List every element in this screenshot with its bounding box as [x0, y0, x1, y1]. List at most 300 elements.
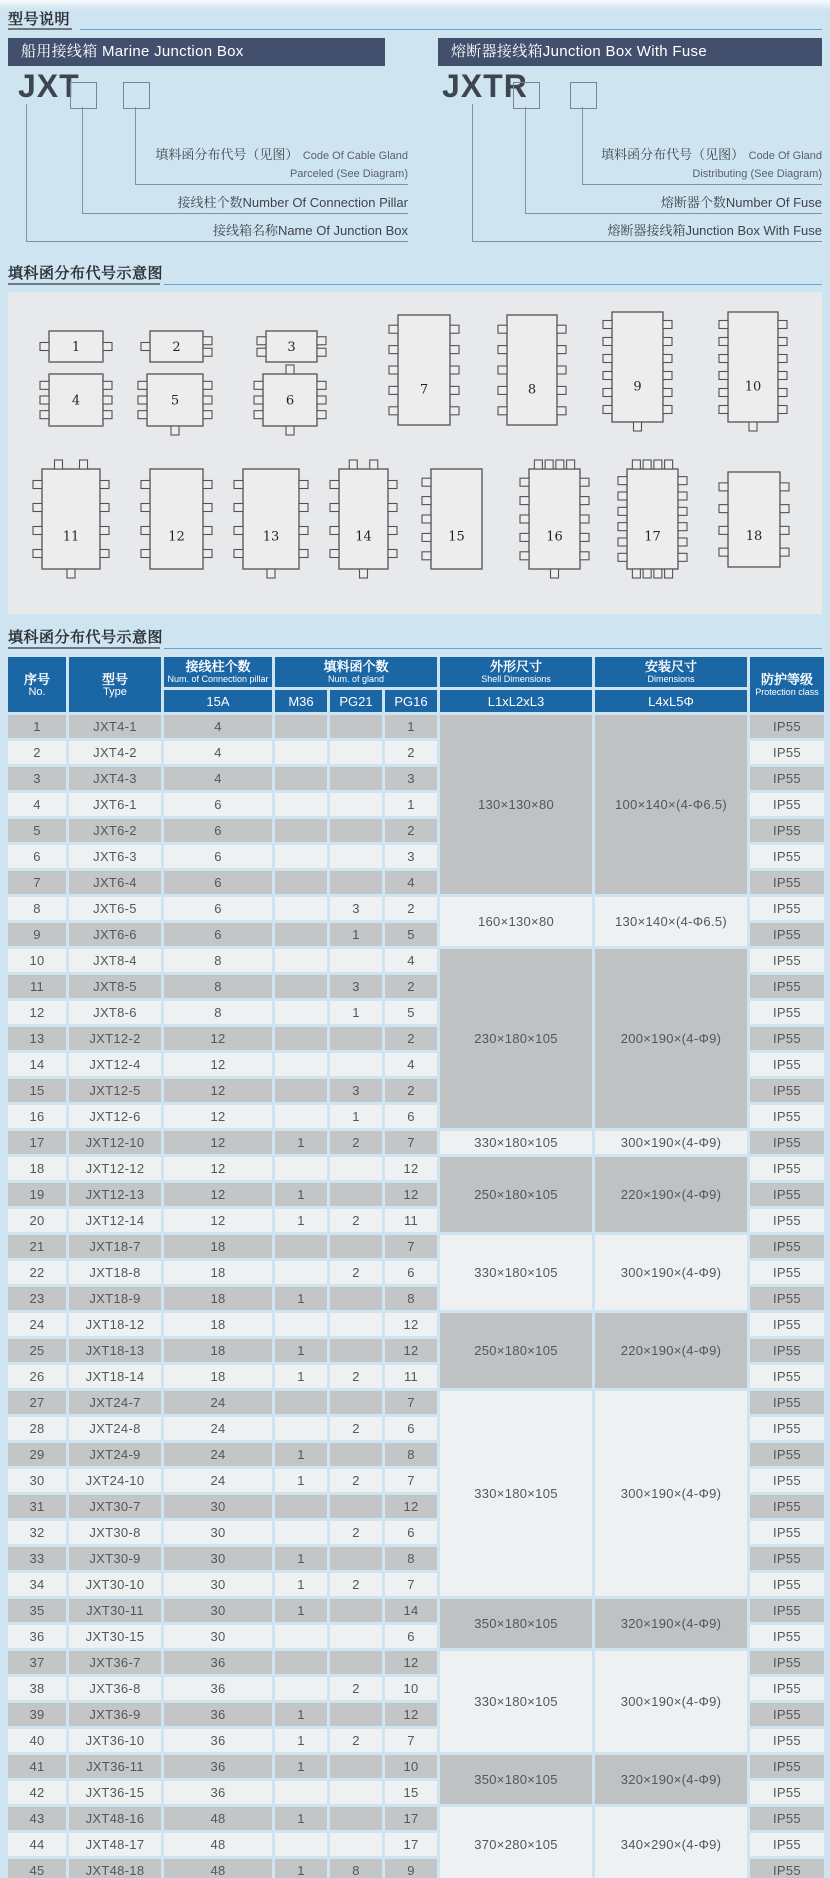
cell-protection: IP55 — [750, 1261, 824, 1284]
cell-type: JXT18-7 — [69, 1235, 161, 1258]
cell-pg16: 8 — [385, 1287, 437, 1310]
cell-type: JXT4-2 — [69, 741, 161, 764]
anno-pillar-count: 接线柱个数Number Of Connection Pillar — [82, 194, 408, 214]
cell-no: 39 — [8, 1703, 66, 1726]
cell-protection: IP55 — [750, 793, 824, 816]
table-row — [8, 1599, 824, 1622]
cell-pg21 — [330, 1287, 382, 1310]
title-rule — [164, 284, 822, 285]
cell-pg16: 2 — [385, 819, 437, 842]
cell-pg21: 1 — [330, 923, 382, 946]
cell-pg16: 7 — [385, 1469, 437, 1492]
cell-pg16: 4 — [385, 871, 437, 894]
cell-15a: 6 — [164, 923, 272, 946]
cell-type: JXT18-9 — [69, 1287, 161, 1310]
cell-protection: IP55 — [750, 1157, 824, 1180]
cell-protection: IP55 — [750, 871, 824, 894]
cell-no: 15 — [8, 1079, 66, 1102]
cell-m36 — [275, 923, 327, 946]
table-row — [8, 949, 824, 972]
cell-type: JXT12-13 — [69, 1183, 161, 1206]
cell-protection: IP55 — [750, 923, 824, 946]
cell-pg21 — [330, 767, 382, 790]
col-header-shell-en: Shell Dimensions — [481, 674, 551, 684]
marine-junction-box-header: 船用接线箱 Marine Junction Box — [8, 38, 385, 66]
col-header-gland-en: Num. of gland — [327, 674, 385, 684]
cell-pg21 — [330, 1755, 382, 1778]
cell-m36 — [275, 975, 327, 998]
gland-code-number: 15 — [448, 529, 465, 545]
cell-no: 32 — [8, 1521, 66, 1544]
cell-protection: IP55 — [750, 1079, 824, 1102]
cell-protection: IP55 — [750, 1521, 824, 1544]
cell-type: JXT6-2 — [69, 819, 161, 842]
col-header-protection — [750, 657, 824, 712]
cell-pg16: 6 — [385, 1261, 437, 1284]
cell-type: JXT18-12 — [69, 1313, 161, 1336]
cell-protection: IP55 — [750, 897, 824, 920]
cell-no: 29 — [8, 1443, 66, 1466]
cell-15a: 4 — [164, 715, 272, 738]
cell-type: JXT12-2 — [69, 1027, 161, 1050]
cell-pg16: 2 — [385, 975, 437, 998]
cell-pg16: 2 — [385, 741, 437, 764]
jxt-digit-box-1 — [70, 82, 97, 109]
cell-m36 — [275, 1157, 327, 1180]
cell-protection: IP55 — [750, 1599, 824, 1622]
cell-pg21: 2 — [330, 1521, 382, 1544]
anno-zh: 填料函分布代号（见图） — [601, 147, 745, 162]
connector-line — [472, 104, 473, 241]
cell-pg16: 1 — [385, 715, 437, 738]
cell-pg16: 6 — [385, 1417, 437, 1440]
cell-pg16: 4 — [385, 1053, 437, 1076]
cell-m36 — [275, 715, 327, 738]
gland-code-number: 16 — [546, 529, 563, 545]
cell-m36: 1 — [275, 1859, 327, 1878]
col-header-type — [69, 657, 161, 712]
cell-m36: 1 — [275, 1599, 327, 1622]
cell-15a: 18 — [164, 1287, 272, 1310]
cell-15a: 6 — [164, 897, 272, 920]
cell-type: JXT12-10 — [69, 1131, 161, 1154]
cell-no: 10 — [8, 949, 66, 972]
cell-protection: IP55 — [750, 1365, 824, 1388]
cell-m36: 1 — [275, 1729, 327, 1752]
gland-code-box-6 — [254, 365, 326, 435]
cell-protection: IP55 — [750, 1105, 824, 1128]
gland-code-box-5 — [138, 374, 212, 435]
cell-no: 42 — [8, 1781, 66, 1804]
cell-no: 19 — [8, 1183, 66, 1206]
cell-pg16: 1 — [385, 793, 437, 816]
anno-gland-code-left — [135, 146, 408, 185]
cell-protection: IP55 — [750, 1729, 824, 1752]
cell-no: 4 — [8, 793, 66, 816]
cell-m36: 1 — [275, 1703, 327, 1726]
cell-m36 — [275, 1053, 327, 1076]
cell-pg21 — [330, 1313, 382, 1336]
cell-m36: 1 — [275, 1183, 327, 1206]
col-header-protection-en: Protection class — [755, 686, 819, 697]
cell-no: 12 — [8, 1001, 66, 1024]
cell-15a: 30 — [164, 1521, 272, 1544]
cell-m36: 1 — [275, 1339, 327, 1362]
cell-15a: 12 — [164, 1209, 272, 1232]
cell-15a: 12 — [164, 1079, 272, 1102]
gland-code-box-7 — [389, 315, 459, 425]
cell-15a: 4 — [164, 767, 272, 790]
col-header-pillar — [164, 657, 272, 687]
cell-pg16: 12 — [385, 1157, 437, 1180]
cell-type: JXT30-10 — [69, 1573, 161, 1596]
cell-pg16: 11 — [385, 1209, 437, 1232]
cell-protection: IP55 — [750, 1677, 824, 1700]
cell-15a: 18 — [164, 1235, 272, 1258]
cell-15a: 30 — [164, 1495, 272, 1518]
anno-zh: 填料函分布代号（见图） — [155, 147, 299, 162]
cell-protection: IP55 — [750, 1131, 824, 1154]
gland-code-number: 6 — [285, 393, 295, 409]
cell-no: 16 — [8, 1105, 66, 1128]
cell-m36 — [275, 741, 327, 764]
gland-code-number: 18 — [745, 529, 763, 545]
table-row — [8, 1157, 824, 1180]
cell-protection: IP55 — [750, 845, 824, 868]
cell-shell-dims: 370×280×105 — [440, 1807, 592, 1878]
cell-pg16: 12 — [385, 1183, 437, 1206]
cell-m36 — [275, 1261, 327, 1284]
cell-shell-dims: 160×130×80 — [440, 897, 592, 946]
cell-15a: 36 — [164, 1703, 272, 1726]
cell-pg16: 17 — [385, 1807, 437, 1830]
cell-m36 — [275, 1235, 327, 1258]
cell-15a: 18 — [164, 1339, 272, 1362]
cell-pg21 — [330, 845, 382, 868]
cell-protection: IP55 — [750, 767, 824, 790]
cell-15a: 6 — [164, 845, 272, 868]
cell-no: 37 — [8, 1651, 66, 1674]
cell-shell-dims: 250×180×105 — [440, 1157, 592, 1232]
cell-15a: 12 — [164, 1053, 272, 1076]
cell-m36 — [275, 1651, 327, 1674]
cell-m36: 1 — [275, 1365, 327, 1388]
cell-no: 41 — [8, 1755, 66, 1778]
model-code-jxtr: JXTR — [442, 68, 528, 104]
gland-code-number: 5 — [170, 393, 180, 409]
cell-pg16: 10 — [385, 1755, 437, 1778]
cell-pg16: 5 — [385, 1001, 437, 1024]
cell-type: JXT48-16 — [69, 1807, 161, 1830]
cell-no: 17 — [8, 1131, 66, 1154]
gland-code-number: 12 — [168, 529, 185, 545]
cell-pg21 — [330, 1703, 382, 1726]
cell-protection: IP55 — [750, 1443, 824, 1466]
cell-15a: 24 — [164, 1469, 272, 1492]
table-row — [8, 1235, 824, 1258]
cell-type: JXT8-6 — [69, 1001, 161, 1024]
subcol-shell-dims: L1xL2xL3 — [440, 690, 592, 712]
cell-15a: 6 — [164, 871, 272, 894]
cell-no: 8 — [8, 897, 66, 920]
cell-protection: IP55 — [750, 1547, 824, 1570]
cell-pg16: 10 — [385, 1677, 437, 1700]
table-row — [8, 1313, 824, 1336]
cell-pg21: 2 — [330, 1677, 382, 1700]
cell-protection: IP55 — [750, 1495, 824, 1518]
col-header-mount — [595, 657, 747, 687]
cell-15a: 36 — [164, 1651, 272, 1674]
cell-pg21: 2 — [330, 1131, 382, 1154]
cell-protection: IP55 — [750, 1287, 824, 1310]
cell-mount-dims: 130×140×(4-Φ6.5) — [595, 897, 747, 946]
cell-15a: 48 — [164, 1859, 272, 1878]
cell-mount-dims: 300×190×(4-Φ9) — [595, 1651, 747, 1752]
cell-pg21: 2 — [330, 1365, 382, 1388]
col-header-pillar-zh: 接线柱个数 — [185, 659, 251, 674]
cell-pg21 — [330, 1599, 382, 1622]
cell-protection: IP55 — [750, 949, 824, 972]
cell-pg21: 3 — [330, 897, 382, 920]
cell-shell-dims: 330×180×105 — [440, 1235, 592, 1310]
cell-pg21: 2 — [330, 1417, 382, 1440]
gland-code-number: 4 — [71, 393, 81, 409]
col-header-no — [8, 657, 66, 712]
cell-m36: 1 — [275, 1755, 327, 1778]
cell-pg16: 7 — [385, 1235, 437, 1258]
cell-mount-dims: 340×290×(4-Φ9) — [595, 1807, 747, 1878]
cell-pg21 — [330, 715, 382, 738]
cell-type: JXT6-6 — [69, 923, 161, 946]
cell-shell-dims: 350×180×105 — [440, 1599, 592, 1648]
anno-gland-code-right — [582, 146, 822, 185]
cell-no: 20 — [8, 1209, 66, 1232]
cell-protection: IP55 — [750, 1573, 824, 1596]
cell-pg21: 2 — [330, 1469, 382, 1492]
model-code-jxt: JXT — [18, 68, 80, 104]
table-row — [8, 1755, 824, 1778]
cell-no: 27 — [8, 1391, 66, 1414]
subcol-pg16: PG16 — [385, 690, 437, 712]
col-header-gland — [275, 657, 437, 687]
cell-no: 35 — [8, 1599, 66, 1622]
cell-m36 — [275, 845, 327, 868]
gland-code-diagram-panel — [8, 292, 822, 614]
cell-pg21 — [330, 1833, 382, 1856]
col-header-no-en: No. — [28, 685, 46, 698]
cell-15a: 24 — [164, 1443, 272, 1466]
cell-no: 25 — [8, 1339, 66, 1362]
cell-15a: 8 — [164, 975, 272, 998]
cell-protection: IP55 — [750, 1053, 824, 1076]
cell-15a: 36 — [164, 1755, 272, 1778]
cell-pg21 — [330, 1547, 382, 1570]
title-rule — [164, 648, 822, 649]
cell-no: 7 — [8, 871, 66, 894]
cell-protection: IP55 — [750, 1703, 824, 1726]
cell-15a: 12 — [164, 1183, 272, 1206]
anno-fuse-count: 熔断器个数Number Of Fuse — [525, 194, 822, 214]
jxtr-digit-box-2 — [570, 82, 597, 109]
gland-code-box-1 — [40, 331, 112, 362]
cell-type: JXT24-8 — [69, 1417, 161, 1440]
cell-15a: 6 — [164, 819, 272, 842]
cell-mount-dims: 100×140×(4-Φ6.5) — [595, 715, 747, 894]
cell-protection: IP55 — [750, 715, 824, 738]
cell-m36: 1 — [275, 1287, 327, 1310]
cell-type: JXT36-8 — [69, 1677, 161, 1700]
cell-type: JXT12-14 — [69, 1209, 161, 1232]
cell-type: JXT6-3 — [69, 845, 161, 868]
section-title-model-description: 型号说明 — [8, 11, 71, 28]
gland-code-number: 11 — [62, 529, 80, 545]
cell-m36 — [275, 1391, 327, 1414]
cell-15a: 18 — [164, 1313, 272, 1336]
cell-no: 5 — [8, 819, 66, 842]
cell-shell-dims: 330×180×105 — [440, 1131, 592, 1154]
cell-pg16: 2 — [385, 1079, 437, 1102]
cell-no: 30 — [8, 1469, 66, 1492]
col-header-protection-zh: 防护等级 — [760, 671, 813, 687]
cell-type: JXT12-4 — [69, 1053, 161, 1076]
cell-pg21: 2 — [330, 1573, 382, 1596]
cell-15a: 30 — [164, 1547, 272, 1570]
cell-no: 28 — [8, 1417, 66, 1440]
cell-protection: IP55 — [750, 819, 824, 842]
cell-type: JXT12-5 — [69, 1079, 161, 1102]
cell-m36: 1 — [275, 1807, 327, 1830]
cell-mount-dims: 320×190×(4-Φ9) — [595, 1755, 747, 1804]
gland-code-number: 7 — [419, 382, 429, 398]
cell-m36: 1 — [275, 1209, 327, 1232]
cell-15a: 8 — [164, 949, 272, 972]
col-header-shell — [440, 657, 592, 687]
cell-type: JXT18-14 — [69, 1365, 161, 1388]
cell-type: JXT30-15 — [69, 1625, 161, 1648]
cell-type: JXT36-9 — [69, 1703, 161, 1726]
table-row — [8, 1131, 824, 1154]
gland-code-number: 10 — [744, 379, 762, 395]
cell-15a: 12 — [164, 1105, 272, 1128]
cell-m36 — [275, 1417, 327, 1440]
cell-no: 33 — [8, 1547, 66, 1570]
cell-pg21 — [330, 1625, 382, 1648]
cell-pg21: 8 — [330, 1859, 382, 1878]
cell-type: JXT8-4 — [69, 949, 161, 972]
cell-no: 11 — [8, 975, 66, 998]
cell-15a: 36 — [164, 1781, 272, 1804]
cell-m36 — [275, 1313, 327, 1336]
cell-pg16: 17 — [385, 1833, 437, 1856]
cell-m36 — [275, 1677, 327, 1700]
col-header-no-zh: 序号 — [23, 671, 50, 687]
col-header-pillar-en: Num. of Connection pillar — [167, 674, 269, 684]
cell-type: JXT4-1 — [69, 715, 161, 738]
col-header-mount-en: Dimensions — [647, 674, 695, 684]
table-row — [8, 1807, 824, 1830]
cell-pg16: 15 — [385, 1781, 437, 1804]
cell-m36 — [275, 793, 327, 816]
cell-15a: 8 — [164, 1001, 272, 1024]
cell-shell-dims: 350×180×105 — [440, 1755, 592, 1804]
cell-pg16: 7 — [385, 1391, 437, 1414]
gland-code-box-16 — [520, 460, 589, 578]
gland-code-box-11 — [33, 460, 109, 578]
cell-no: 43 — [8, 1807, 66, 1830]
cell-protection: IP55 — [750, 1313, 824, 1336]
cell-shell-dims: 330×180×105 — [440, 1391, 592, 1596]
gland-code-number: 3 — [287, 340, 296, 355]
cell-protection: IP55 — [750, 1469, 824, 1492]
cell-pg21 — [330, 1651, 382, 1674]
cell-type: JXT8-5 — [69, 975, 161, 998]
cell-pg16: 7 — [385, 1131, 437, 1154]
cell-protection: IP55 — [750, 1209, 824, 1232]
cell-pg16: 8 — [385, 1443, 437, 1466]
cell-pg21 — [330, 1807, 382, 1830]
cell-mount-dims: 300×190×(4-Φ9) — [595, 1391, 747, 1596]
cell-pg16: 5 — [385, 923, 437, 946]
cell-pg16: 6 — [385, 1625, 437, 1648]
gland-code-box-10 — [719, 312, 787, 431]
cell-mount-dims: 200×190×(4-Φ9) — [595, 949, 747, 1128]
cell-type: JXT24-9 — [69, 1443, 161, 1466]
cell-pg16: 11 — [385, 1365, 437, 1388]
cell-type: JXT24-10 — [69, 1469, 161, 1492]
cell-mount-dims: 220×190×(4-Φ9) — [595, 1313, 747, 1388]
cell-pg16: 12 — [385, 1339, 437, 1362]
gland-code-number: 2 — [172, 340, 181, 355]
cell-15a: 30 — [164, 1625, 272, 1648]
table-row — [8, 897, 824, 920]
cell-15a: 24 — [164, 1417, 272, 1440]
cell-pg16: 3 — [385, 767, 437, 790]
cell-pg16: 12 — [385, 1651, 437, 1674]
cell-pg16: 2 — [385, 1027, 437, 1050]
cell-protection: IP55 — [750, 1235, 824, 1258]
cell-pg16: 12 — [385, 1495, 437, 1518]
cell-pg16: 7 — [385, 1729, 437, 1752]
gland-code-box-3 — [257, 331, 326, 362]
cell-pg16: 6 — [385, 1105, 437, 1128]
cell-type: JXT30-8 — [69, 1521, 161, 1544]
gland-code-number: 13 — [262, 529, 280, 545]
cell-type: JXT36-15 — [69, 1781, 161, 1804]
cell-pg21: 1 — [330, 1001, 382, 1024]
cell-15a: 12 — [164, 1027, 272, 1050]
cell-no: 23 — [8, 1287, 66, 1310]
cell-protection: IP55 — [750, 1781, 824, 1804]
cell-15a: 48 — [164, 1807, 272, 1830]
connector-line — [26, 104, 27, 241]
cell-pg16: 9 — [385, 1859, 437, 1878]
cell-protection: IP55 — [750, 1027, 824, 1050]
cell-type: JXT6-1 — [69, 793, 161, 816]
cell-type: JXT24-7 — [69, 1391, 161, 1414]
gland-code-box-18 — [719, 472, 789, 567]
cell-protection: IP55 — [750, 1807, 824, 1830]
cell-protection: IP55 — [750, 1833, 824, 1856]
cell-protection: IP55 — [750, 1391, 824, 1414]
anno-fuse-box-name: 熔断器接线箱Junction Box With Fuse — [472, 222, 822, 242]
cell-pg21 — [330, 793, 382, 816]
cell-no: 21 — [8, 1235, 66, 1258]
cell-pg21 — [330, 1339, 382, 1362]
gland-code-box-14 — [330, 460, 397, 578]
cell-m36 — [275, 1625, 327, 1648]
cell-pg21 — [330, 949, 382, 972]
cell-type: JXT12-6 — [69, 1105, 161, 1128]
